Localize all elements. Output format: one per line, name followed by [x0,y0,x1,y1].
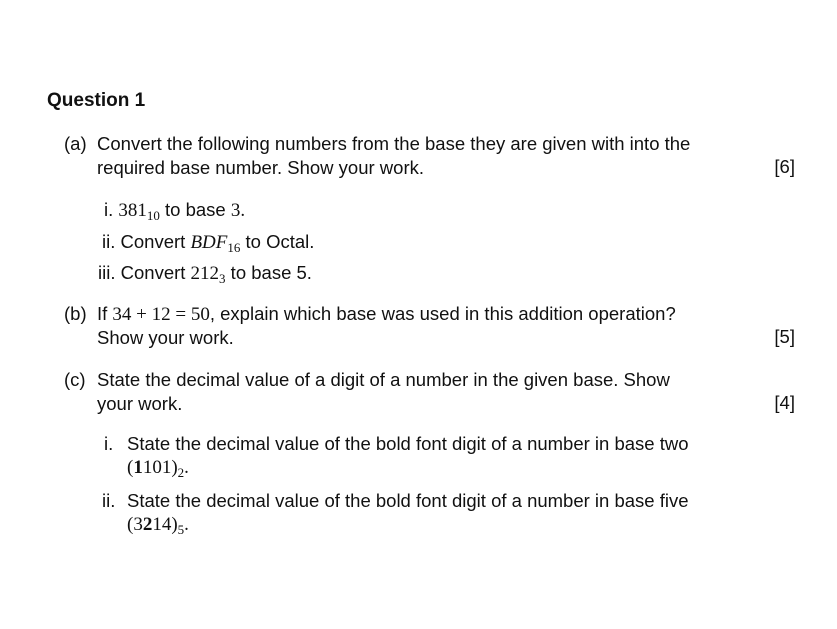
part-a-marks: [6] [774,156,795,177]
number-rest: 14) [152,514,178,535]
part-c-item-ii-text: State the decimal value of the bold font digit of a number in base five [127,490,689,511]
part-a-item-ii [102,230,314,255]
part-c-item-i-label: i. [104,433,114,454]
part-a-item-i [104,198,245,223]
item-base: 10 [146,208,160,223]
number-end: . [184,514,189,535]
item-base: 3 [219,271,226,286]
item-text: to base 5. [225,262,312,283]
number-end: . [184,457,189,478]
bold-digit: 2 [142,514,153,535]
part-b-equation: 34 + 12 = 50 [112,304,210,325]
part-c-item-ii-label: ii. [102,490,116,511]
number-base: 2 [177,465,185,480]
part-c-label: (c) [64,369,86,390]
item-text: to Octal. [240,231,315,252]
part-b-pre: If [97,303,113,324]
part-c-item-ii-number [127,514,189,536]
item-pre: Convert [120,231,191,252]
part-a-line2: required base number. Show your work. [97,157,425,178]
part-c-item-i-text: State the decimal value of the bold font digit of a number in base two [127,433,689,454]
item-text: to base [159,199,231,220]
part-c-marks: [4] [774,392,795,413]
part-b-post: , explain which base was used in this addition operation? [209,303,676,324]
item-label: iii. [98,262,116,283]
part-b-line1 [97,302,676,327]
item-number: 381 [118,200,147,221]
number-open: ( [127,457,134,478]
part-c-line1: State the decimal value of a digit of a number in the given base. Show [97,369,670,390]
item-tail: 3. [230,200,246,221]
number-base: 5 [177,522,185,537]
item-base: 16 [227,240,241,255]
part-a-line1: Convert the following numbers from the base they are given with into the [97,133,691,154]
part-c-line2: your work. [97,393,183,414]
item-number: 212 [190,263,220,284]
item-label: i. [104,199,114,220]
part-a-label: (a) [64,133,87,154]
bold-digit: 1 [133,457,143,478]
number-rest: 101) [142,457,178,478]
part-b-label: (b) [64,303,87,324]
number-open: (3 [127,514,143,535]
item-number: BDF [190,232,228,253]
part-b-line2: Show your work. [97,327,234,348]
part-a-item-iii [98,261,312,286]
question-title: Question 1 [47,90,146,111]
part-c-item-i-number [127,457,189,479]
item-pre: Convert [120,262,191,283]
item-label: ii. [102,231,116,252]
part-b-marks: [5] [774,326,795,347]
